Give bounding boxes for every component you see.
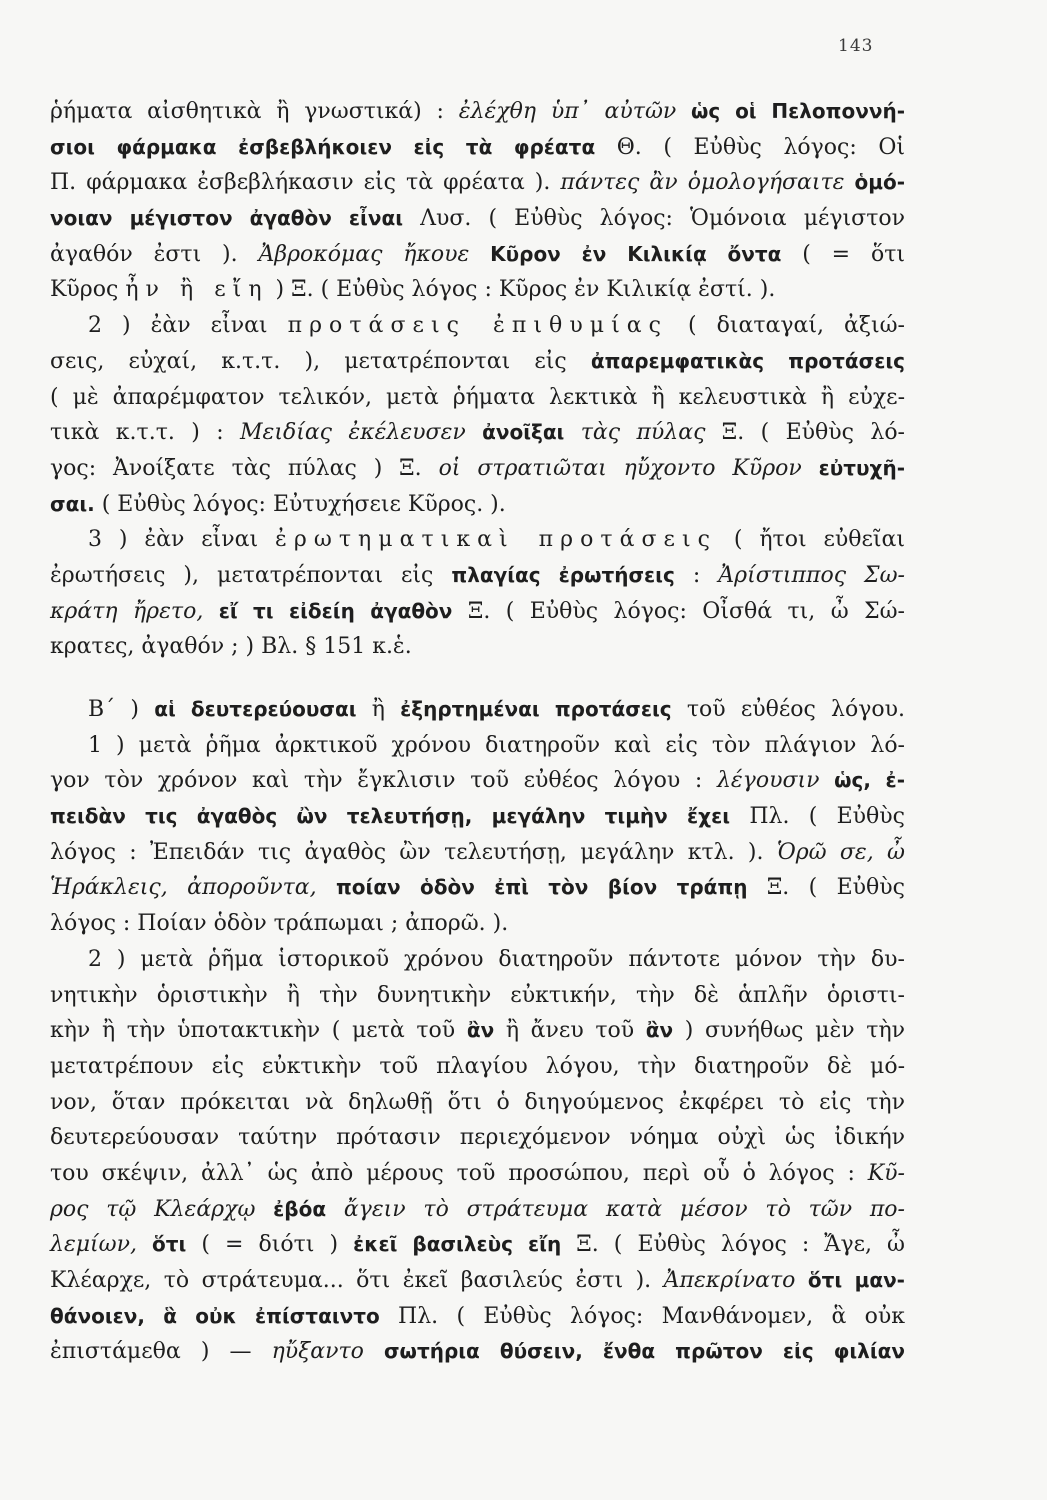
bold-text-run: εὐτυχῆ- [801, 455, 905, 480]
text-line [50, 165, 905, 201]
text-run: Κλέαρχε, τὸ στράτευμα... ὅτι ἐκεῖ βασιλεύς ἐστι ). [50, 1268, 664, 1293]
italic-text-run: ἐλέχθη ὑπ᾽ αὐτῶν [458, 99, 677, 124]
text-run: ) Ξ. ( Εὐθὺς λόγος : Κῦρος ἐν Κιλικίᾳ ἐστί. ). [268, 277, 776, 303]
bold-text-run: εἴ τι εἰδείη ἀγαθὸν [203, 598, 453, 623]
spaced-text-run: ἦν ἢ εἴη [125, 277, 269, 303]
text-run: λόγος : Ποίαν ὁδὸν τράπωμαι ; ἀπορῶ. ). [50, 911, 509, 937]
text-run: γον τὸν χρόνον καὶ τὴν ἔγκλισιν τοῦ εὐθέος λόγου : [50, 768, 717, 794]
bold-text-run: θάνοιεν, ἃ οὐκ ἐπίσταιντο [50, 1303, 380, 1328]
italic-text-run: κράτη ἤρετο, [50, 598, 204, 624]
text-line [50, 906, 905, 942]
italic-text-run: Ὁρῶ σε, ὦ [776, 839, 905, 865]
text-run: κρατες, ἀγαθόν ; ) Βλ. § 151 κ.ἑ. [50, 634, 412, 660]
bold-text-run: ἂν [466, 1018, 495, 1043]
bold-text-run: σιοι φάρμακα ἐσβεβλήκοιεν εἰς τὰ φρέατα [50, 134, 596, 159]
text-run: ἢ [356, 697, 401, 722]
italic-text-run: Ἡράκλεις, ἀποροῦντα, [50, 875, 317, 901]
text-line [50, 1049, 905, 1085]
line-content [50, 344, 905, 380]
text-line [50, 237, 905, 273]
line-content [50, 1227, 905, 1263]
line-content [50, 1013, 905, 1049]
line-content [50, 799, 905, 835]
bold-text-run: ἂν [645, 1018, 674, 1043]
line-content [88, 692, 905, 728]
text-run: ἀγαθόν ἐστι ). [50, 241, 259, 267]
text-line [50, 1156, 905, 1192]
text-line [50, 487, 905, 523]
text-line [50, 1299, 905, 1335]
italic-text-run: Μειδίας ἐκέλευσεν [240, 420, 466, 446]
text-run: Λυσ. ( Εὐθὺς λόγος: Ὁμόνοια μέγιστον [403, 206, 905, 232]
line-content [50, 130, 905, 166]
text-run: νον, ὅταν πρόκειται νὰ δηλωθῇ ὅτι ὁ διηγούμενος ἐκφέρει τὸ εἰς τὴν [50, 1089, 905, 1115]
text-run: κὴν ἢ τὴν ὑποτακτικὴν ( μετὰ τοῦ [50, 1018, 467, 1044]
line-content [50, 165, 905, 201]
text-run: Π. φάρμακα ἐσβεβλήκασιν εἰς τὰ φρέατα ). [50, 170, 561, 196]
italic-text-run: Ἀπεκρίνατο [663, 1268, 796, 1293]
text-run: 3 ) ἐὰν εἶναι [88, 527, 276, 553]
italic-text-run: Κῦ- [867, 1160, 905, 1186]
bold-text-run: σωτήρια θύσειν, ἔνθα πρῶτον εἰς φιλίαν [363, 1339, 905, 1364]
text-run: Ξ. ( Εὐθὺς λόγος: Οἶσθά τι, ὦ Σώ- [452, 598, 905, 624]
line-content [50, 1299, 905, 1335]
page-number: 143 [838, 36, 874, 56]
line-content [50, 906, 508, 942]
line-content [50, 870, 905, 906]
body-text [50, 94, 905, 1370]
text-run: Ξ. ( Εὐθὺς λό- [705, 420, 905, 446]
line-content [50, 1192, 905, 1228]
text-run: Θ. ( Εὐθὺς λόγος: Οἱ [595, 134, 905, 160]
text-run: Β´ ) [88, 697, 155, 722]
line-content [50, 272, 775, 308]
text-run: μετατρέπουν εἰς εὐκτικὴν τοῦ πλαγίου λόγου, τὴν διατηροῦν δὲ μό- [50, 1053, 905, 1079]
text-run: τικὰ κ.τ.τ. ) : [50, 420, 240, 446]
text-run: ( διαταγαί, ἀξιώ- [668, 313, 905, 339]
text-run: Κῦρος [50, 277, 126, 303]
bold-text-run: ὅτι [136, 1232, 187, 1257]
spaced-text-run: προτάσεις ἐπιθυμίας [287, 313, 668, 339]
line-content [88, 308, 905, 344]
bold-text-run: ἀνοῖξαι [465, 420, 565, 445]
line-content [50, 629, 412, 665]
text-run: : [674, 562, 719, 588]
line-content [88, 942, 905, 978]
text-run: ( ἤτοι εὐθεῖαι [717, 527, 905, 553]
line-content [50, 451, 905, 487]
bold-text-run: Κῦρον ἐν Κιλικίᾳ ὄντα [469, 241, 782, 266]
text-run: νητικὴν ὁριστικὴν ἢ τὴν δυνητικὴν εὐκτικήν, τὴν δὲ ἁπλῆν ὁριστι- [50, 982, 905, 1008]
line-content [88, 728, 905, 764]
text-run: σεις, εὐχαί, κ.τ.τ. ), μετατρέπονται εἰς [50, 348, 591, 374]
bold-text-run: ἐξηρτημέναι προτάσεις [400, 697, 672, 721]
line-content [50, 1120, 905, 1156]
text-line [50, 415, 905, 451]
text-line [50, 308, 905, 344]
italic-text-run: Ἀβροκόμας ἤκουε [258, 241, 470, 267]
text-run: 1 ) μετὰ ῥῆμα ἀρκτικοῦ χρόνου διατηροῦν καὶ εἰς τὸν πλάγιον λό- [88, 732, 905, 758]
bold-text-run: νοιαν μέγιστον ἀγαθὸν εἶναι [50, 206, 403, 231]
text-line [50, 522, 905, 558]
line-content [50, 415, 905, 451]
text-run: τοῦ εὐθέος λόγου. [671, 697, 905, 722]
text-run: Πλ. ( Εὐθὺς λόγος: Μανθάνομεν, ἃ οὐκ [379, 1303, 905, 1329]
text-run: δευτερεύουσαν ταύτην πρότασιν περιεχόμενον νόημα οὐχὶ ὡς ἰδικήν [50, 1125, 905, 1151]
text-run: ( = διότι ) [186, 1232, 354, 1258]
line-content [50, 201, 905, 237]
text-run: Ξ. ( Εὐθὺς [747, 875, 905, 901]
line-content [50, 1334, 905, 1370]
text-line [50, 130, 905, 166]
text-line [50, 594, 905, 630]
text-line [50, 1085, 905, 1121]
bold-text-run: ἐβόα [255, 1196, 327, 1221]
line-content [88, 522, 905, 558]
line-content [50, 1049, 905, 1085]
line-content [50, 763, 905, 799]
text-run: ( Εὐθὺς λόγος: Εὐτυχήσειε Κῦρος. ). [94, 491, 506, 517]
text-line [50, 835, 905, 871]
text-run: Ξ. ( Εὐθὺς λόγος : Ἄγε, ὦ [561, 1232, 905, 1258]
text-line [50, 201, 905, 237]
text-line [50, 451, 905, 487]
bold-text-run: ὡς οἱ Πελοποννή- [676, 99, 905, 123]
text-line [50, 763, 905, 799]
text-line [50, 1227, 905, 1263]
italic-text-run: οἱ στρατιῶται ηὔχοντο Κῦρον [438, 455, 802, 481]
bold-text-run: ἐκεῖ βασιλεὺς εἴη [353, 1232, 562, 1257]
text-line [50, 1120, 905, 1156]
bold-text-run: ποίαν ὁδὸν ἐπὶ τὸν βίον τράπῃ [316, 875, 748, 900]
text-line [50, 1013, 905, 1049]
text-line [50, 1263, 905, 1299]
line-content [50, 1263, 905, 1299]
text-run: ῥήματα αἰσθητικὰ ἢ γνωστικά) : [50, 99, 459, 124]
bold-text-run: πειδὰν τις ἀγαθὸς ὢν τελευτήσῃ, μεγάλην τιμὴν ἔχει [50, 804, 731, 829]
italic-text-run: Ἀρίστιππος Σω- [718, 562, 905, 588]
text-run: ( = ὅτι [781, 241, 905, 267]
text-run: ἐρωτήσεις ), μετατρέπονται εἰς [50, 562, 452, 588]
bold-text-run: πλαγίας ἐρωτήσεις [451, 562, 675, 587]
spaced-text-run: ἐρωτηματικαὶ προτάσεις [275, 527, 718, 553]
line-content [50, 835, 905, 871]
bold-text-run: σαι. [50, 491, 95, 516]
italic-text-run: ηὔξαντο [271, 1339, 364, 1365]
text-run: Πλ. ( Εὐθὺς [730, 804, 905, 830]
text-run: ) συνήθως μὲν τὴν [673, 1018, 905, 1044]
text-run: ἐπιστάμεθα ) — [50, 1339, 272, 1365]
text-line [50, 728, 905, 764]
line-content [50, 487, 506, 523]
italic-text-run: τὰς πύλας [564, 420, 706, 446]
text-run: 2 ) ἐὰν εἶναι [88, 313, 288, 339]
line-content [50, 558, 905, 594]
text-line [50, 799, 905, 835]
text-line [50, 558, 905, 594]
section-heading-line [50, 692, 905, 728]
line-content [50, 1156, 905, 1192]
line-content [50, 1085, 905, 1121]
text-run: 2 ) μετὰ ῥῆμα ἱστορικοῦ χρόνου διατηροῦν πάντοτε μόνον τὴν δυ- [88, 946, 905, 972]
bold-text-run: ὁμό- [844, 170, 905, 195]
text-line [50, 942, 905, 978]
text-line [50, 978, 905, 1014]
italic-text-run: πάντες ἂν ὁμολογήσαιτε [560, 170, 845, 196]
text-line [50, 1334, 905, 1370]
bold-text-run: αἱ δευτερεύουσαι [154, 697, 357, 721]
text-run: ἢ ἄνευ τοῦ [494, 1018, 646, 1044]
text-run: λόγος : Ἐπειδάν τις ἀγαθὸς ὢν τελευτήσῃ, μεγάλην κτλ. ). [50, 839, 777, 865]
line-content [50, 594, 905, 630]
text-run: γος: Ἀνοίξατε τὰς πύλας ) Ξ. [50, 455, 439, 481]
italic-text-run: λεμίων, [50, 1232, 137, 1258]
italic-text-run: λέγουσιν [716, 768, 820, 794]
text-line [50, 629, 905, 665]
line-content [50, 380, 905, 416]
bold-text-run: ἀπαρεμφατικὰς προτάσεις [590, 348, 905, 373]
text-line [50, 344, 905, 380]
italic-text-run: ρος τῷ Κλεάρχῳ [50, 1196, 256, 1222]
text-line [50, 272, 905, 308]
line-content [50, 978, 905, 1014]
text-run: ( μὲ ἀπαρέμφατον τελικόν, μετὰ ῥήματα λεκτικὰ ἢ κελευστικὰ ἢ εὐχε- [50, 384, 905, 410]
bold-text-run: ὡς, ἐ- [819, 768, 905, 793]
line-content [50, 237, 905, 273]
text-run: του σκέψιν, ἀλλ᾽ ὡς ἀπὸ μέρους τοῦ προσώπου, περὶ οὗ ὁ λόγος : [50, 1160, 868, 1186]
bold-text-run: ὅτι μαν- [795, 1268, 905, 1292]
italic-text-run: ἄγειν τὸ στράτευμα κατὰ μέσον τὸ τῶν πο- [326, 1196, 905, 1222]
text-line [50, 1192, 905, 1228]
text-line [50, 380, 905, 416]
text-line [50, 94, 905, 130]
text-line [50, 870, 905, 906]
line-content [50, 94, 905, 130]
